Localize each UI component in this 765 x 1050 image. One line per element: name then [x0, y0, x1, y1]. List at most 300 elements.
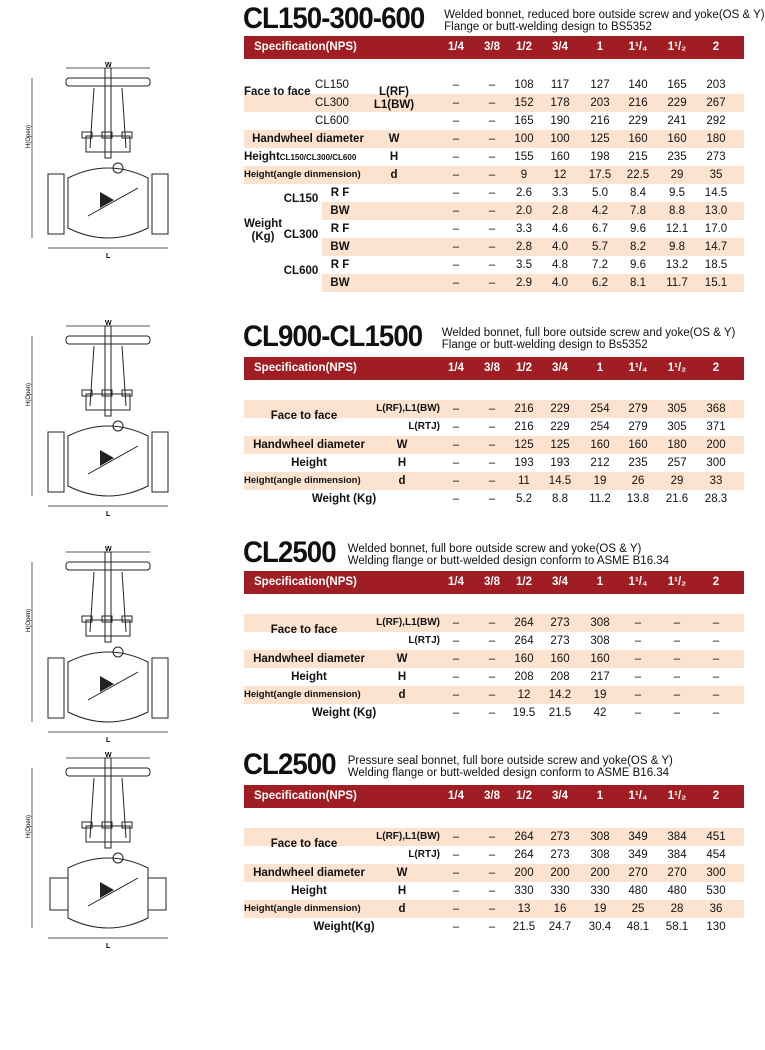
weight-class-label: CL150 — [283, 193, 319, 205]
value-cell: – — [634, 671, 642, 683]
value-cell: – — [488, 457, 496, 469]
symbol-label: L(RF),L1(BW) — [376, 403, 440, 414]
table-row — [244, 94, 744, 112]
weight-row — [322, 256, 744, 274]
table-row — [244, 704, 744, 722]
description-line-1: Welded bonnet, full bore outside screw and yoke(OS & Y) — [347, 543, 642, 555]
description-line-2: Flange or butt-welding design to Bs5352 — [441, 339, 648, 351]
end-type-label: BW — [330, 277, 350, 289]
nps-column-header: 3/8 — [484, 362, 500, 374]
value-cell: 215 — [628, 151, 648, 163]
value-cell: – — [488, 831, 496, 843]
nps-column-header: 2 — [712, 576, 720, 588]
value-cell: 28 — [670, 903, 684, 915]
nps-column-header: 2 — [712, 362, 720, 374]
value-cell: 160 — [628, 133, 648, 145]
row-label-main: Height — [244, 151, 280, 163]
table-row — [244, 112, 744, 130]
value-cell: 160 — [590, 439, 610, 451]
weight-row — [322, 202, 744, 220]
seat-line — [88, 446, 138, 474]
value-cell: – — [488, 617, 496, 629]
value-cell: 7.2 — [592, 259, 608, 271]
row-label-sub: CL150/CL300/CL600 — [279, 153, 357, 162]
symbol-label: L(RTJ) — [408, 635, 440, 646]
value-cell: 257 — [667, 457, 687, 469]
value-cell: – — [673, 653, 681, 665]
yoke — [90, 778, 126, 838]
value-cell: 28.3 — [704, 493, 728, 505]
value-cell: 330 — [590, 885, 610, 897]
right-end — [148, 878, 166, 910]
value-cell: 155 — [514, 151, 534, 163]
spec-header-bar — [244, 785, 744, 808]
table-row — [244, 76, 744, 94]
value-cell: 17.0 — [704, 223, 728, 235]
face-to-face-symbol: L(RF) L1(BW) — [373, 86, 415, 111]
spec-header-bar — [244, 36, 744, 59]
row-label — [244, 148, 364, 167]
handwheel — [66, 336, 150, 344]
value-cell: 216 — [514, 421, 534, 433]
value-cell: 5.7 — [592, 241, 608, 253]
nps-column-header: 1 — [596, 41, 604, 53]
value-cell: 308 — [590, 617, 610, 629]
value-cell: 193 — [514, 457, 534, 469]
value-cell: 349 — [628, 849, 648, 861]
table-row — [244, 454, 744, 472]
value-cell: 279 — [628, 403, 648, 415]
value-cell: 235 — [628, 457, 648, 469]
value-cell: 292 — [706, 115, 726, 127]
value-cell: 18.5 — [704, 259, 728, 271]
value-cell: 12 — [553, 169, 567, 181]
value-cell: 160 — [550, 653, 570, 665]
value-cell: 4.2 — [592, 205, 608, 217]
value-cell: 22.5 — [626, 169, 650, 181]
weight-class-label: CL300 — [283, 229, 319, 241]
value-cell: – — [452, 707, 460, 719]
end-type-label: BW — [330, 205, 350, 217]
value-cell: – — [452, 79, 460, 91]
value-cell: 19.5 — [512, 707, 536, 719]
value-cell: 160 — [514, 653, 534, 665]
description-line-2: Welding flange or butt-welded design conform to ASME B16.34 — [347, 767, 670, 779]
value-cell: 19 — [593, 475, 607, 487]
value-cell: 21.5 — [548, 707, 572, 719]
nps-column-header: 1/4 — [448, 362, 464, 374]
spec-header-bar — [244, 357, 744, 380]
class-label: CL600 — [315, 115, 349, 127]
value-cell: – — [452, 617, 460, 629]
nps-column-header: 1/4 — [448, 790, 464, 802]
section-title-row — [243, 538, 744, 568]
value-cell: – — [452, 493, 460, 505]
nps-column-header: 2 — [712, 790, 720, 802]
value-cell: 14.7 — [704, 241, 728, 253]
nps-column-header: 1/2 — [516, 790, 532, 802]
value-cell: 267 — [706, 97, 726, 109]
table-row — [244, 668, 744, 686]
symbol-label: H — [397, 885, 407, 897]
weight-row — [322, 220, 744, 238]
value-cell: – — [488, 169, 496, 181]
description-line-2: Welding flange or butt-welded design conform to ASME B16.34 — [347, 555, 670, 567]
value-cell: – — [452, 921, 460, 933]
value-cell: – — [488, 903, 496, 915]
nps-column-header: 3/4 — [552, 41, 568, 53]
value-cell: 198 — [590, 151, 610, 163]
value-cell: 530 — [706, 885, 726, 897]
value-cell: – — [673, 635, 681, 647]
nps-column-header: 1 — [596, 790, 604, 802]
face-to-face-label: Face to face — [244, 86, 311, 98]
row-label: Handwheel diameter — [252, 133, 364, 145]
h-dimension-label: H(Open) — [26, 382, 32, 406]
valve-drawing — [8, 544, 223, 744]
end-type-label: R F — [330, 187, 350, 199]
yoke — [90, 346, 126, 406]
value-cell: 16 — [553, 903, 567, 915]
value-cell: – — [488, 241, 496, 253]
value-cell: 229 — [628, 115, 648, 127]
row-label: Height — [291, 457, 327, 469]
value-cell: 30.4 — [588, 921, 612, 933]
value-cell: – — [452, 223, 460, 235]
value-cell: – — [452, 115, 460, 127]
value-cell: – — [712, 707, 720, 719]
nps-column-header: 3/8 — [484, 576, 500, 588]
value-cell: – — [488, 223, 496, 235]
value-cell: – — [634, 653, 642, 665]
row-label: Handwheel diameter — [253, 867, 365, 879]
value-cell: – — [452, 885, 460, 897]
value-cell: 4.0 — [552, 241, 568, 253]
value-cell: 270 — [628, 867, 648, 879]
value-cell: 451 — [706, 831, 726, 843]
value-cell: 229 — [667, 97, 687, 109]
value-cell: 216 — [514, 403, 534, 415]
symbol-label: W — [396, 867, 408, 879]
value-cell: 279 — [628, 421, 648, 433]
value-cell: 24.7 — [548, 921, 572, 933]
nps-column-header: 1¹/₄ — [628, 362, 648, 374]
row-label: Height(angle dinmension) — [244, 903, 361, 914]
spec-label: Specification(NPS) — [254, 362, 357, 374]
value-cell: – — [452, 277, 460, 289]
value-cell: – — [712, 617, 720, 629]
value-cell: 200 — [706, 439, 726, 451]
value-cell: 125 — [514, 439, 534, 451]
value-cell: – — [673, 617, 681, 629]
nps-column-header: 1 — [596, 362, 604, 374]
value-cell: – — [452, 187, 460, 199]
value-cell: 203 — [590, 97, 610, 109]
symbol-label: d — [390, 169, 398, 181]
value-cell: 13.8 — [626, 493, 650, 505]
handwheel — [66, 768, 150, 776]
value-cell: 178 — [550, 97, 570, 109]
value-cell: – — [452, 457, 460, 469]
value-cell: 480 — [628, 885, 648, 897]
nps-column-header: 1/2 — [516, 362, 532, 374]
value-cell: 193 — [550, 457, 570, 469]
value-cell: 130 — [706, 921, 726, 933]
value-cell: 17.5 — [588, 169, 612, 181]
value-cell: 229 — [550, 421, 570, 433]
value-cell: – — [488, 671, 496, 683]
l-dimension-label: L — [106, 511, 111, 518]
spec-label: Specification(NPS) — [254, 41, 357, 53]
value-cell: 216 — [628, 97, 648, 109]
table-row — [244, 148, 744, 166]
value-cell: 3.5 — [516, 259, 532, 271]
value-cell: 349 — [628, 831, 648, 843]
w-dimension-label: W — [105, 752, 112, 759]
symbol-label: L(RF),L1(BW) — [376, 831, 440, 842]
value-cell: 100 — [550, 133, 570, 145]
value-cell: 384 — [667, 831, 687, 843]
value-cell: 9.6 — [630, 259, 646, 271]
row-label: Height — [291, 885, 327, 897]
symbol-label: H — [397, 671, 407, 683]
value-cell: 35 — [709, 169, 723, 181]
face-to-face-label: Face to face — [270, 624, 338, 636]
symbol-label: d — [398, 903, 406, 915]
value-cell: 264 — [514, 849, 534, 861]
valve-line-drawing — [8, 318, 223, 518]
nps-column-header: 1¹/₂ — [667, 362, 687, 374]
value-cell: 11.7 — [666, 277, 688, 289]
value-cell: – — [452, 475, 460, 487]
nps-column-header: 3/4 — [552, 362, 568, 374]
value-cell: – — [673, 707, 681, 719]
value-cell: – — [452, 133, 460, 145]
table-row — [244, 472, 744, 490]
seat-line — [88, 188, 138, 216]
value-cell: – — [488, 133, 496, 145]
value-cell: – — [488, 475, 496, 487]
value-cell: 273 — [550, 831, 570, 843]
value-cell: 300 — [706, 867, 726, 879]
value-cell: 5.2 — [516, 493, 532, 505]
value-cell: – — [712, 635, 720, 647]
symbol-label: d — [398, 689, 406, 701]
value-cell: 42 — [593, 707, 607, 719]
value-cell: 330 — [550, 885, 570, 897]
value-cell: 152 — [514, 97, 534, 109]
table-row — [244, 900, 744, 918]
table-row — [244, 918, 744, 936]
end-type-label: R F — [330, 259, 350, 271]
value-cell: 208 — [550, 671, 570, 683]
symbol-label: W — [396, 653, 408, 665]
value-cell: – — [452, 849, 460, 861]
value-cell: – — [452, 831, 460, 843]
value-cell: – — [488, 921, 496, 933]
value-cell: 4.0 — [552, 277, 568, 289]
nps-column-header: 3/8 — [484, 790, 500, 802]
value-cell: – — [488, 653, 496, 665]
value-cell: 9.5 — [669, 187, 685, 199]
value-cell: 160 — [667, 133, 687, 145]
value-cell: 165 — [514, 115, 534, 127]
value-cell: – — [712, 689, 720, 701]
valve-line-drawing — [8, 60, 223, 285]
value-cell: 21.5 — [512, 921, 536, 933]
handwheel — [66, 78, 150, 86]
value-cell: 330 — [514, 885, 534, 897]
value-cell: 15.1 — [704, 277, 728, 289]
value-cell: 19 — [593, 903, 607, 915]
nps-column-header: 1¹/₂ — [667, 576, 687, 588]
value-cell: – — [488, 885, 496, 897]
nps-column-header: 1/2 — [516, 41, 532, 53]
row-label: Height — [291, 671, 327, 683]
table-row — [244, 650, 744, 668]
value-cell: 300 — [706, 457, 726, 469]
row-label: Handwheel diameter — [253, 653, 365, 665]
row-label: Height(angle dinmension) — [244, 169, 361, 180]
seat-line — [88, 878, 138, 906]
value-cell: – — [488, 421, 496, 433]
symbol-label: H — [389, 151, 399, 163]
value-cell: – — [673, 671, 681, 683]
spec-label: Specification(NPS) — [254, 576, 357, 588]
spec-header-bar — [244, 571, 744, 594]
value-cell: – — [488, 79, 496, 91]
value-cell: – — [452, 421, 460, 433]
valve-drawing — [8, 60, 223, 285]
value-cell: – — [452, 867, 460, 879]
value-cell: 180 — [706, 133, 726, 145]
right-flange — [152, 174, 168, 234]
table-row — [244, 864, 744, 882]
value-cell: 254 — [590, 403, 610, 415]
nps-column-header: 1/2 — [516, 576, 532, 588]
value-cell: 2.9 — [516, 277, 532, 289]
value-cell: 33 — [709, 475, 723, 487]
symbol-label: d — [398, 475, 406, 487]
value-cell: – — [634, 707, 642, 719]
value-cell: – — [712, 671, 720, 683]
nps-column-header: 1/4 — [448, 41, 464, 53]
value-cell: 368 — [706, 403, 726, 415]
value-cell: 3.3 — [516, 223, 532, 235]
nps-column-header: 1¹/₄ — [628, 790, 648, 802]
weight-row — [322, 184, 744, 202]
value-cell: 190 — [550, 115, 570, 127]
l-dimension-label: L — [106, 737, 111, 744]
value-cell: 9 — [520, 169, 528, 181]
left-flange — [48, 174, 64, 234]
value-cell: – — [452, 903, 460, 915]
value-cell: 140 — [628, 79, 648, 91]
value-cell: 117 — [550, 79, 570, 91]
value-cell: 454 — [706, 849, 726, 861]
value-cell: 308 — [590, 849, 610, 861]
value-cell: 217 — [590, 671, 610, 683]
section-description — [348, 755, 673, 780]
value-cell: – — [488, 277, 496, 289]
value-cell: 9.8 — [669, 241, 685, 253]
class-label: CL300 — [315, 97, 349, 109]
value-cell: 11 — [518, 475, 530, 487]
value-cell: – — [452, 241, 460, 253]
value-cell: – — [712, 653, 720, 665]
value-cell: 36 — [709, 903, 723, 915]
value-cell: – — [488, 867, 496, 879]
value-cell: 4.6 — [552, 223, 568, 235]
value-cell: – — [488, 97, 496, 109]
value-cell: 2.6 — [516, 187, 532, 199]
value-cell: 160 — [550, 151, 570, 163]
symbol-label: L(RTJ) — [408, 849, 440, 860]
value-cell: – — [488, 205, 496, 217]
weight-class-label: CL600 — [283, 265, 319, 277]
valve-drawing — [8, 318, 223, 518]
seat-line — [88, 672, 138, 700]
value-cell: 48.1 — [626, 921, 650, 933]
nps-column-header: 1 — [596, 576, 604, 588]
value-cell: – — [488, 707, 496, 719]
nps-column-header: 3/8 — [484, 41, 500, 53]
left-flange — [48, 658, 64, 718]
row-label: Height(angle dinmension) — [244, 689, 361, 700]
nps-column-header: 1¹/₄ — [628, 41, 648, 53]
value-cell: 12.1 — [665, 223, 689, 235]
w-dimension-label: W — [105, 62, 112, 69]
value-cell: – — [452, 403, 460, 415]
value-cell: 12 — [517, 689, 531, 701]
value-cell: – — [488, 187, 496, 199]
symbol-label: W — [396, 439, 408, 451]
section-title-row — [243, 750, 744, 780]
face-to-face-label: Face to face — [270, 410, 338, 422]
value-cell: – — [452, 205, 460, 217]
description-line-1: Pressure seal bonnet, full bore outside screw and yoke(OS & Y) — [347, 755, 673, 767]
section-title: CL2500 — [243, 748, 336, 781]
end-type-label: R F — [330, 223, 350, 235]
value-cell: 3.3 — [552, 187, 568, 199]
stem — [105, 552, 111, 642]
yoke — [90, 572, 126, 632]
value-cell: 264 — [514, 617, 534, 629]
table-row — [244, 686, 744, 704]
yoke — [90, 88, 126, 148]
h-dimension-label: H(Open) — [26, 608, 32, 632]
value-cell: – — [488, 403, 496, 415]
value-cell: 8.1 — [630, 277, 646, 289]
value-cell: 21.6 — [665, 493, 689, 505]
value-cell: 165 — [667, 79, 687, 91]
handwheel — [66, 562, 150, 570]
value-cell: – — [488, 635, 496, 647]
value-cell: 14.5 — [548, 475, 572, 487]
value-cell: 308 — [590, 635, 610, 647]
value-cell: 216 — [590, 115, 610, 127]
value-cell: 9.6 — [630, 223, 646, 235]
value-cell: – — [634, 689, 642, 701]
value-cell: 308 — [590, 831, 610, 843]
value-cell: 13 — [517, 903, 531, 915]
value-cell: – — [673, 689, 681, 701]
value-cell: 264 — [514, 635, 534, 647]
value-cell: – — [634, 635, 642, 647]
value-cell: 29 — [670, 475, 684, 487]
value-cell: 305 — [667, 421, 687, 433]
value-cell: – — [452, 439, 460, 451]
